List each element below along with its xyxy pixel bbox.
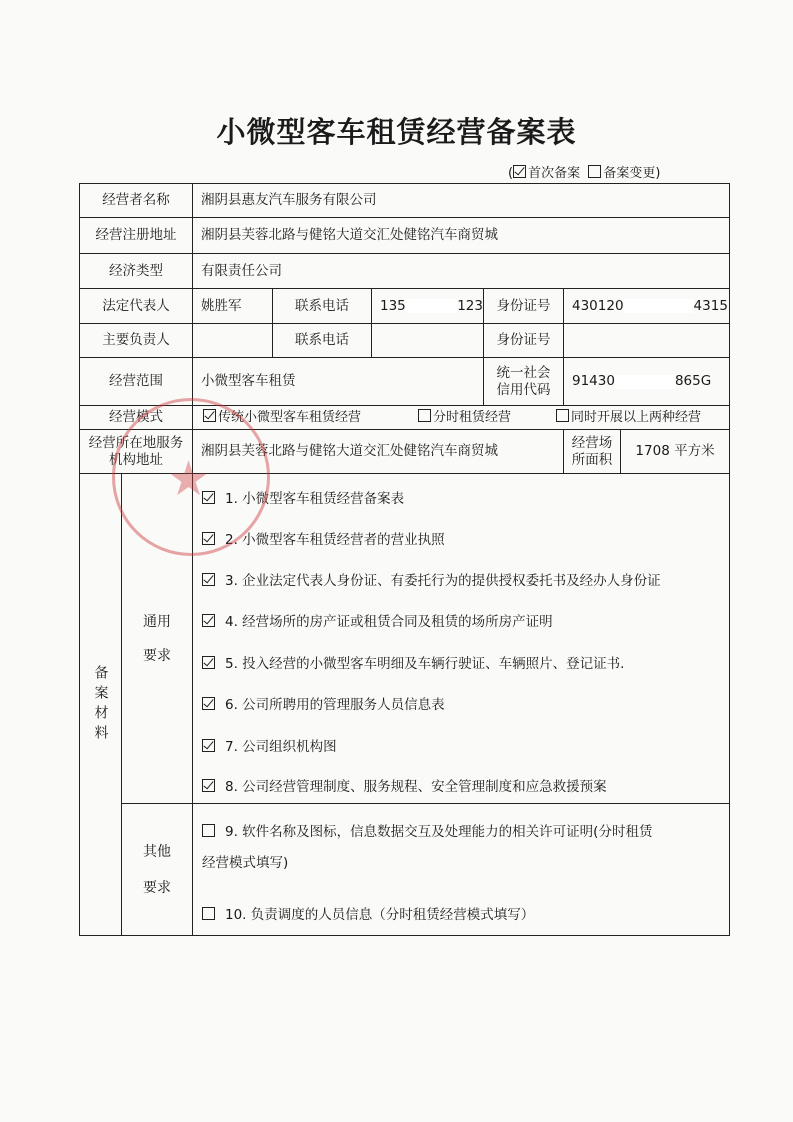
item-checkbox[interactable] <box>202 614 215 627</box>
filing-change-checkbox[interactable] <box>588 165 601 178</box>
scope-label: 经营范围 <box>80 358 193 406</box>
redaction-mask <box>624 299 694 313</box>
legal-rep-value: 姚胜军 <box>193 289 273 324</box>
item-checkbox[interactable] <box>202 779 215 792</box>
item-text: 3. 企业法定代表人身份证、有委托行为的提供授权委托书及经办人身份证 <box>225 573 661 589</box>
item-checkbox[interactable] <box>202 739 215 752</box>
item-text: 6. 公司所聘用的管理服务人员信息表 <box>225 697 445 713</box>
filing-change-label: 备案变更 <box>603 166 656 181</box>
manager-id-value <box>564 324 730 358</box>
general-label-line1: 通用 <box>143 613 171 630</box>
item-text: 7. 公司组织机构图 <box>225 739 337 755</box>
mode-both-label: 同时开展以上两种经营 <box>571 409 702 425</box>
mode-timeshare-label: 分时租赁经营 <box>433 409 512 425</box>
mode-options <box>193 406 730 430</box>
other-label-line2: 要求 <box>143 879 171 896</box>
item-text: 9. 软件名称及图标，信息数据交互及处理能力的相关许可证明(分时租赁 <box>225 824 653 840</box>
item-text: 经营模式填写) <box>202 855 289 871</box>
item-checkbox[interactable] <box>202 656 215 669</box>
item-checkbox[interactable] <box>202 573 215 586</box>
credit-code-part-b: 865G <box>674 373 712 390</box>
legal-rep-phone-label: 联系电话 <box>273 289 372 324</box>
legal-rep-id-label: 身份证号 <box>484 289 564 324</box>
phone-part-b: 123 <box>457 297 483 314</box>
first-filing-checkbox[interactable] <box>513 165 526 178</box>
first-filing-label: 首次备案 <box>528 166 581 181</box>
area-value: 1708 平方米 <box>621 430 730 474</box>
list-item <box>202 820 652 840</box>
list-item <box>202 775 607 795</box>
credit-code-value <box>564 358 730 406</box>
item-checkbox[interactable] <box>202 907 215 920</box>
item-checkbox[interactable] <box>202 824 215 837</box>
general-requirements-label <box>122 474 193 804</box>
phone-part-a: 135 <box>380 297 406 314</box>
manager-value <box>193 324 273 358</box>
list-item-continued <box>202 851 288 871</box>
credit-code-part-a: 91430 <box>572 373 615 390</box>
list-item <box>202 903 534 923</box>
credit-code-label: 统一社会信用代码 <box>484 358 564 406</box>
other-requirements-label <box>122 804 193 936</box>
list-item <box>202 487 404 507</box>
general-label-line2: 要求 <box>143 647 171 664</box>
id-part-b: 4315 <box>693 297 728 314</box>
legal-rep-label: 法定代表人 <box>80 289 193 324</box>
seal-star-icon: ★ <box>167 451 211 507</box>
item-text: 8. 公司经营管理制度、服务规程、安全管理制度和应急救援预案 <box>225 779 607 795</box>
id-part-a: 430120 <box>572 297 624 314</box>
reg-address-value: 湘阴县芙蓉北路与健铭大道交汇处健铭汽车商贸城 <box>193 218 730 254</box>
mode-both-checkbox[interactable] <box>556 409 569 422</box>
item-text: 2. 小微型客车租赁经营者的营业执照 <box>225 532 445 548</box>
materials-section-label <box>80 474 122 936</box>
scope-value: 小微型客车租赁 <box>193 358 484 406</box>
manager-phone-value <box>372 324 484 358</box>
item-checkbox[interactable] <box>202 697 215 710</box>
legal-rep-phone-value <box>372 289 484 324</box>
list-item <box>202 528 445 548</box>
item-text: 1. 小微型客车租赁经营备案表 <box>225 491 405 507</box>
list-item <box>202 569 661 589</box>
manager-phone-label: 联系电话 <box>273 324 372 358</box>
manager-id-label: 身份证号 <box>484 324 564 358</box>
list-item <box>202 652 624 672</box>
item-text: 5. 投入经营的小微型客车明细及车辆行驶证、车辆照片、登记证书. <box>225 656 625 672</box>
operator-name-label: 经营者名称 <box>80 184 193 218</box>
item-text: 10. 负责调度的人员信息（分时租赁经营模式填写） <box>225 907 535 923</box>
service-address-value: 湘阴县芙蓉北路与健铭大道交汇处健铭汽车商贸城 <box>193 430 564 474</box>
manager-label: 主要负责人 <box>80 324 193 358</box>
item-checkbox[interactable] <box>202 532 215 545</box>
filing-type: ( 首次备案 备案变更) <box>508 166 661 181</box>
list-item <box>202 735 337 755</box>
redaction-mask <box>406 299 457 313</box>
economy-type-value: 有限责任公司 <box>193 254 730 289</box>
mode-timeshare-checkbox[interactable] <box>418 409 431 422</box>
item-text: 4. 经营场所的房产证或租赁合同及租赁的场所房产证明 <box>225 614 553 630</box>
list-item <box>202 610 553 630</box>
area-label: 经营场所面积 <box>564 430 621 474</box>
mode-traditional-checkbox[interactable] <box>203 409 216 422</box>
mode-traditional-label: 传统小微型客车租赁经营 <box>218 409 362 425</box>
legal-rep-id-value <box>564 289 730 324</box>
item-checkbox[interactable] <box>202 491 215 504</box>
materials-section-text: 备案材料 <box>92 664 109 745</box>
economy-type-label: 经济类型 <box>80 254 193 289</box>
operator-name-value: 湘阴县惠友汽车服务有限公司 <box>193 184 730 218</box>
service-address-label: 经营所在地服务机构地址 <box>80 430 193 474</box>
other-label-line1: 其他 <box>143 843 171 860</box>
document-title: 小微型客车租赁经营备案表 <box>216 115 577 149</box>
mode-label: 经营模式 <box>80 406 193 430</box>
reg-address-label: 经营注册地址 <box>80 218 193 254</box>
redaction-mask <box>615 375 675 389</box>
list-item <box>202 693 445 713</box>
